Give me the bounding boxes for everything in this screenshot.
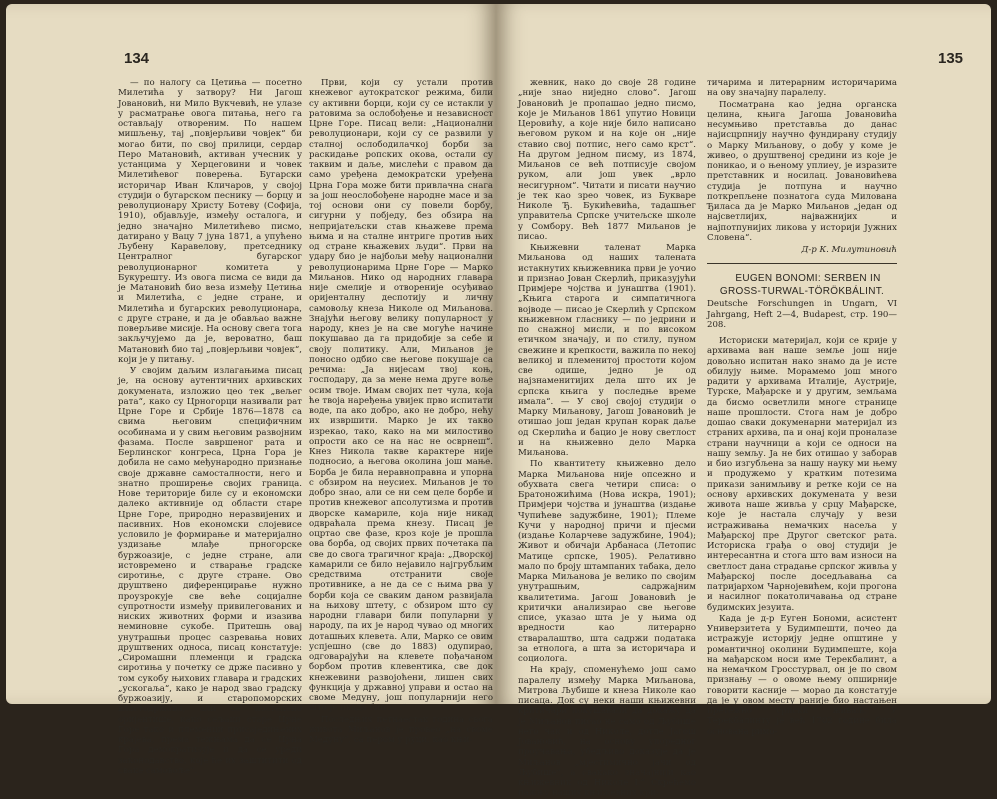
right-page bbox=[496, 4, 991, 799]
paragraph: По квантитету књижевно дело Марка Миљанова није опсежно и обухвата свега четири списа: о Братоножићима (Нова искра, 1901); Примјери чојства и јунаштва (издање Чупићеве задужбине, 1901); Племе Кучи у народној причи и пјесми (издање Коларчеве задужбине, 1904); Живот и обичаји Арбанаса (Летопис Матице српске, 1905). Релативно мало по броју штампаних табака, дело Марка Миљанова је велико по својим унутрашњим, садржајним квалитетима. Јагош Јовановић је критички анализирао све његове списе, указао шта је у њима од вредности као литерарно стваралаштво, шта садржи података за етнолога, а шта за историчара и социолога. bbox=[518, 459, 696, 664]
paragraph: — по налогу са Цетиња — посетно Милетића у затвору? Ни Јагош Јовановић, ни Мило Вукчевић, не улазе у расматрање овога питања, него га остављају отвореним. По нашем мишљењу, тај „повјерљиви човјек“ би могао бити, по свој прилици, сердар Перо Матановић, активан учесник у устанцима у Херцеговини и човек Милетићевог поверења. Бугарски историчар Иван Кличаров, у својој студији о бугарском песнику — борцу и револуционару Христу Ботеву (Софија, 1910), објављује, између осталога, и једно значајно Милетићево писмо, датирано у Вацу 7 јуна 1871, а упућено Љубену Каравелову, претседнику Централног бугарског револуционарног комитета у Букурешту. Из овога писма се види да је Матановић био веза између Цетиња и Милетића, с једне стране, и Милетића и бугарских револуционара, с друге стране, и да је обављао важне поверљиве мисије. На основу свега тога закључујемо да је, вероватно, баш Матановић био тај „повјерљиви човјек“, који је у питању. bbox=[118, 78, 302, 365]
left-column-1 bbox=[118, 78, 302, 776]
left-column-2 bbox=[309, 78, 493, 745]
paragraph: На крају, споменућемо још само паралелу између Марка Миљанова, Митрова Љубише и кнеза Николе као писаца. Док су неки наши књижевни критичари покушавали да докажу да је Миљанов писао не само од Љубише него чак и од Николе, дотле Јагош Јовановић, на основу упоредног проучавања, убедљиво доказује да је Миљанов „мјестимично јачи од Љубише“, а свакако значајнији као књижевник од Николе I.“ Скрећемо пажњу наших књижевних кри- bbox=[518, 665, 696, 799]
paragraph: У својим даљим излагањима писац је, на основу аутентичних архивских докумената, изложио цео тек „вељег рата“, како су Црногорци називали рат Црне Горе и Србије 1876—1878 са свима његовим специфичним особинама и у свим његовим развојним фазама. После завршеног рата и Берлинског конгреса, Црна Гора је добила не само међународно признање своје државне самосталности, него и знатно проширење својих граница. Нове територије биле су и економски далеко активније од области старе Црне Горе, природно неразвијених и пасивних. Нов економски слојевиcе условило је формирање и материјално уздизање млађе прногорске буржоазије, с једне стране, али истовремено и стварање градске сиротиње, с друге стране. Ово друштвено диференцирање нужно проузрокује све веће социјалне супротности између привилегованих и ниских животних форми и изазива неминовне сукобе. Притешњ овај унутрашњи процес сазревања нових друштвених односа, писац констатује: „Сиромашни племенци и градска сиротиња у почетку се држе пасивно у том сукобу њихових главара и градских „ускогаља“, како је народ звао градску буржоазију, и старопоморских властодржаца, али се постепено оријентише, како сељаци старе Црне Горе тако и племенци приcаједињених крајева, према тежњама да се Црна Гора демократизује и да се уреди законодавство, које ће их заштитити од сваке самовоље“. bbox=[118, 366, 302, 776]
right-column-2 bbox=[707, 78, 897, 737]
paragraph: Први, који су устали против кнежевог аутократског режима, били су активни борци, који су се истакли у ратовима за ослобођење и независност Црне Горе. Писац вели: „Национални револуционари, који су се развили у сталној ослободилачкој борби за раскидање ропских окова, остали су таквим и даље, мислећи с правом да само уређена демократски уређена Црна Гора може бити привлачна снага за још неослобођене народне масе и за тој основи они су повели борбу, сигурни у побједу, без обзира на непријатељски став књажеве према њима и на сталне интриге против њих од стране књажевих људи“. Први на удару био је најбољи међу национални револуционарима Црне Горе — Марко Миљанов. Нико од народних главара није смелије и отвореније осуђивао оријенталну деспотију и личну самовољу кнеза Николе од Миљанова. Знајући његову велику популарност у народу, кнез је на све могуће начине покушавао да га придобије за себе и своју политику. Али, Миљанов је поносно одбио све његове покушаје са речима: „Ја нијесам твој коњ, господару, да за мене нема друге воље осим твоје. Имам својих пет чула, која ће твоја наређења увијек прво испитати воде, па ако добро, ако не добро, нећу их извршити. Марко је их такво изрекао, тако, како на ми милостиво опрости ако се на нас не осврнеш“. Кнез Никола такве карактере није подносио, а његова околина још мање. Борба је била неравноправна и упорна с обзиром на неусиех. Миљанов је то добро знао, али се ни сем целе борбе и против кнежевог апсолутизма и против дворске камариле, која није никад одвраћала према кнезу. Писац је оцртао све фазе, кроз које је прошла ова борба, од својих првих почетака па све до свога трагичног краја: „Дворској камарили се било нејавило најгрубљим средствима отстранити своје противнике, а не да се с њима рва у борби која се сваким даном развијала на њихову штету, с обзиром што су народни главари били популарни у народу, па их је народ чувао од многих доташњих клевета. Али, Марко се овим успјешно (све до 1883) одупирао, одговарајући на клевете пођачаном борбом против клевентика, све док кнежевини развојоћени, лишен свих функција у државној управи и остао на своме Медуну, још популарнији него што је икада био . . .“ bbox=[309, 78, 493, 714]
paragraph: Историски материјал, који се крије у архивама ван наше земље још није довољно испитан нако знамо да је исте обилују њиме. Морамемо још много радити у архивама Италије, Аустрије, Турске, Мађарске и у другим, земљама да бисмо осветлили многе странице наше прошлости. Стога нам је добро дошао сваки докуменарни материјал из страних архива, па и онај који проналазе страни научници а који се односи на нашу земљу. Ја не бих отишао у заборав и био изгубљена за нашу науку ми њему и продужемо у кратким потезима прикази занимљиву и ретке који се на основу архивских докумената у вези живота наше живља у срцу Мађарске, које је настала случају у вези истраживања немачких насеља у Мађарској пре Другог светског рата. Историска грађа о овој студији је интересантна и стога што вам износи на светлост дана страдање српског живља у Мађарској после доседљавања са патријархом Чарнојевићем, који прогона и насилног покатоличавања од стране будимских језуита. bbox=[707, 336, 897, 613]
review-source: Deutsche Forschungen in Ungarn, VI Jahrgang, Heft 2—4, Budapest, стр. 190—208. bbox=[707, 299, 897, 330]
section-divider bbox=[707, 263, 897, 264]
page-number-left: 134 bbox=[124, 50, 150, 67]
paragraph: Последњих петнаестак година свога живота Миљанов је провео „на своме Медуну“, са пером у руци, као књи- bbox=[309, 714, 493, 745]
review-heading: EUGEN BONOMI: SERBEN IN GROSS-TURWAL-TÖRÖKBÁLINT. bbox=[719, 273, 885, 298]
book-spread bbox=[6, 4, 991, 799]
page-number-right: 135 bbox=[938, 50, 964, 67]
paragraph: Посматрана као једна органска целина, књига Јагоша Јовановића несумњиво претставља до данас најисцрпнију научно фундирану студију о Марку Миљанову, о добу у коме је живео, о друштвеној средини из које је поникао, и о њеному уплиеу, је изразите претставник и носилац. Јовановићева студија је потпуна и научно поткрепљене познатога суда Милована Ђиласа да је Марко Миљанов „један од најсветлијих, најважнијих и најпотпунијих ликова у историји Јужних Словена“. bbox=[707, 99, 897, 243]
author-signature: Д-р К. Милутиновић bbox=[801, 245, 897, 255]
right-column-1 bbox=[518, 78, 696, 799]
paragraph: тичарима и литерарним историчарима на ову значајну паралелу. bbox=[707, 78, 897, 99]
paragraph: Када је д-р Еуген Бономи, асистент Универзитета у Будимпешти, почео да истражује историју једне општине у романтичној околини Будимпеште, која на мађарском носи име Терекбалинт, а на немачком Гросстурвал, он је по свом признању — о овоме њему опширније говорити касније — морао да констатује да је у овом месту раније био настањен претежно српски живаљ. У Терекбалинту је већ 1702 године била основана римо- bbox=[707, 613, 897, 737]
paragraph: Књижевни таленат Марка Миљанова од наших талената истакнутих књижевника први је уочио и признао Јован Скерлић, приказујући Примјере чојства и јунаштва (1901). „Књига старога и симпатичнога војводе — писао је Скерлић у Српском књижевном гласнику — по једрини и по снажној мисли, и по високом етичком значају, и по стилу, пуном свежине и крепкости, важила по некој великој и племенитој простоти којом све одише, једно је од најзнаменитијих дела што их је српска књига у последње време имала“. — У свој својој студији о Марку Миљанову, Јагош Јовановић је отишао још један крупан корак даље од Скерлића и бацио је нову светлост и на књижевно дело Марка Миљанова. bbox=[518, 243, 696, 458]
paragraph: жевник, нако до своје 28 године „није знао ниједно слово“. Јагош Јовановић је пропашао једно писмо, које је Миљанов 1861 упутио Новици Церовићу, а које није било написано његовом руком и на које он „није ставио свој потпис, него само крст“. На другом једном писму, из 1874, Миљанов се већ потписује својом руком, али још увек „врло несигурном“. Читати и писати научио је тек као зрео човек, из Букваре Николе Ђ. Букићевића, тадашњег управитеља Српске учитељске школе у Сомбору. Већ 1877 Миљанов је писао. bbox=[518, 78, 696, 242]
left-page bbox=[6, 4, 496, 776]
